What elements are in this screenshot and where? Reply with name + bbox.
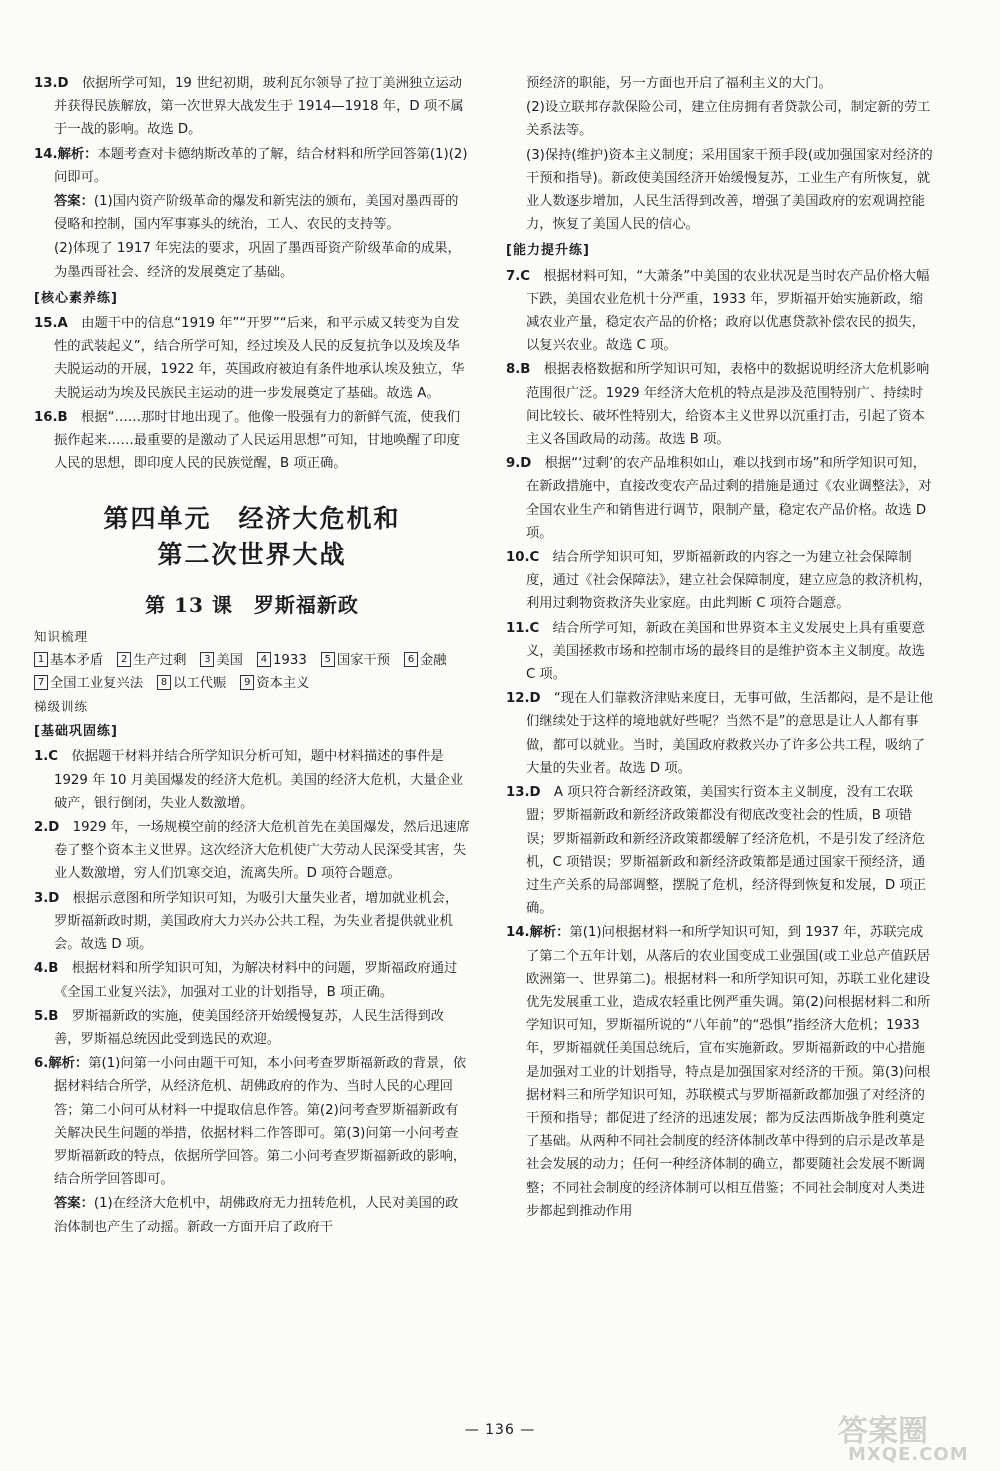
- basic-5: 5.B 罗斯福新政的实施，使美国经济开始缓慢复苏，人民生活得到改善，罗斯福总统因此受到选民的欢迎。: [34, 1008, 445, 1047]
- watermark-logo: [822, 1404, 992, 1464]
- answer-16: 16.B 根据“……那时甘地出现了。他像一股强有力的新鲜气流，使我们振作起来……最重要的是激动了人民运用思想”可知，甘地唤醒了印度人民的思想，即印度人民的民族觉醒，B 项正确。: [34, 409, 461, 472]
- ability-11: 11.C 结合所学可知，新政在美国和世界资本主义发展史上具有重要意义，美国拯救市场和控制市场的最终目的是维护资本主义制度。故选 C 项。: [506, 620, 925, 683]
- basic-6: 6.解析：第(1)问第一小问由题干可知，本小问考查罗斯福新政的背景，依据材料结合所学，从经济危机、胡佛政府的作为、当时人民的心理回答；第二小问可从材料一中提取信息作答。第(2)问考查罗斯福新政有关解决民生问题的举措，依据材料二作答即可。第(3)问第一小问考查罗斯福新政的特点，依据所学回答。第二小问考查罗斯福新政的影响，结合所学回答即可。: [34, 1056, 467, 1188]
- knowledge-item-text: 金融: [420, 652, 447, 668]
- answer-14-a2: (2)体现了 1917 年宪法的要求，巩固了墨西哥资产阶级革命的成果，为墨西哥社会、经济的发展奠定了基础。: [54, 241, 461, 280]
- knowledge-item-number: 3: [200, 652, 214, 667]
- ability-13: 13.D A 项只符合新经济政策，美国实行资本主义制度，没有工农联盟；罗斯福新政和新经济政策都没有彻底改变社会的性质，B 项错误；罗斯福新政和新经济政策都缓解了经济危机，不是引发了经济危机，C 项错误；罗斯福新政和新经济政策都是通过国家干预经济，通过生产关系的局部调整，摆脱了危机，经济得到恢复和发展，D 项正确。: [506, 785, 927, 917]
- knowledge-item-number: 1: [34, 652, 48, 667]
- basic-6-a3: (3)保持(维护)资本主义制度；采用国家干预手段(或加强国家对经济的干预和指导)。新政使美国经济开始缓慢复苏，工业生产有所恢复，就业人数逐步增加，人民生活得到改善，增强了美国政府的宏观调控能力，恢复了美国人民的信心。: [526, 147, 933, 233]
- knowledge-list: [34, 649, 470, 695]
- ability-14: 14.解析：第(1)问根据材料一和所学知识可知，到 1937 年，苏联完成了第二个五年计划，从落后的农业国变成工业强国(或工业总产值跃居欧洲第一、世界第二)。根据材料一和所学知识可知，苏联工业化建设优先发展重工业，造成农轻重比例严重失调。第(2)问根据材料二和所学知识可知，罗斯福所说的“八年前”的“恐惧”指经济大危机；1933 年，罗斯福就任美国总统后，宣布实施新政。罗斯福新政的中心措施是加强对工业的计划指导，特点是加强国家对经济的干预。第(3)问根据材料三和所学知识可知，苏联模式与罗斯福新政都加强了对经济的干预和指导；都促进了经济的迅速发展；都为反法西斯战争胜利奠定了基础。从两种不同社会制度的经济体制改革中得到的启示是改革是社会发展的动力；任何一种经济体制的确立，都要随社会发展不断调整；不同社会制度的经济体制可以相互借鉴；不同社会制度对人类进步都起到推动作用: [506, 925, 931, 1219]
- knowledge-item-text: 美国: [216, 652, 243, 668]
- page-number: — 136 —: [464, 1422, 536, 1438]
- knowledge-item-text: 全国工业复兴法: [50, 675, 144, 691]
- basic-3: 3.D 根据示意图和所学知识可知，为吸引大量失业者，增加就业机会，罗斯福新政时期，美国政府大力兴办公共工程，为失业者提供就业机会。故选 D 项。: [34, 890, 459, 953]
- knowledge-item-number: 4: [257, 652, 271, 667]
- ability-8: 8.B 根据表格数据和所学知识可知，表格中的数据说明经济大危机影响范围很广泛。1929 年经济大危机的特点是涉及范围特别广、持续时间比较长、破坏性特别大，给资本主义世界以沉重打击，引起了资本主义各国政局的动荡。故选 B 项。: [506, 362, 930, 448]
- knowledge-item-text: 基本矛盾: [50, 652, 104, 668]
- basic-2: 2.D 1929 年，一场规模空前的经济大危机首先在美国爆发，然后迅速席卷了整个资本主义世界。这次经济大危机使广大劳动人民深受其害，失业人数激增，穷人们饥寒交迫，流离失所。D 项符合题意。: [34, 820, 470, 882]
- answer-14-a1: 答案：(1)国内资产阶级革命的爆发和新宪法的颁布，美国对墨西哥的侵略和控制，国内军事寡头的统治，工人、农民的支持等。: [54, 194, 459, 233]
- answer-13: 13.D 依据所学可知，19 世纪初期，玻利瓦尔领导了拉丁美洲独立运动并获得民族解放，第一次世界大战发生于 1914—1918 年，D 项不属于一战的影响。故选 D。: [34, 76, 464, 138]
- ability-10: 10.C 结合所学知识可知，罗斯福新政的内容之一为建立社会保障制度，通过《社会保障法》，建立社会保障制度，建立应急的救济机构，利用过剩物资救济失业家庭。由此判断 C 项符合题意。: [506, 550, 932, 612]
- section-basic: [基础巩固练]: [34, 724, 118, 740]
- unit-title: 第四单元 经济大危机和 第二次世界大战: [103, 504, 401, 570]
- knowledge-item: [34, 672, 143, 695]
- ladder-label: 梯级训练: [34, 699, 89, 715]
- knowledge-item-text: 资本主义: [256, 675, 310, 691]
- knowledge-item-text: 生产过剩: [133, 652, 187, 668]
- right-column: [506, 72, 936, 1224]
- knowledge-item-number: 5: [321, 652, 335, 667]
- section-ability: [能力提升练]: [506, 243, 590, 259]
- knowledge-item-number: 7: [34, 675, 48, 690]
- knowledge-item-number: 8: [157, 675, 171, 690]
- watermark-url: MXQE.COM: [848, 1444, 969, 1465]
- knowledge-item: [240, 672, 309, 695]
- basic-6-a2: (2)设立联邦存款保险公司，建立住房拥有者贷款公司，制定新的劳工关系法等。: [526, 100, 931, 139]
- section-core: [核心素养练]: [34, 290, 118, 306]
- knowledge-item: [321, 649, 390, 672]
- knowledge-item-number: 2: [117, 652, 131, 667]
- knowledge-item-number: 6: [404, 652, 418, 667]
- watermark-text: 答案圈: [838, 1414, 928, 1449]
- knowledge-item: [117, 649, 186, 672]
- basic-4: 4.B 根据材料和所学知识可知，为解决材料中的问题，罗斯福政府通过《全国工业复兴法》，加强对工业的计划指导，B 项正确。: [34, 961, 458, 1000]
- knowledge-item-text: 国家干预: [336, 652, 390, 668]
- left-column: [34, 72, 470, 1240]
- knowledge-item: [34, 649, 103, 672]
- knowledge-item: [257, 649, 307, 672]
- knowledge-item-number: 9: [240, 675, 254, 690]
- ability-7: 7.C 根据材料可知，“大萧条”中美国的农业状况是当时农产品价格大幅下跌，美国农业危机十分严重，1933 年，罗斯福开始实施新政，缩减农业产量，稳定农产品的价格；政府以优惠贷款补偿农民的损失，以复兴农业。故选 C 项。: [506, 268, 930, 354]
- knowledge-item-text: 以工代赈: [173, 675, 227, 691]
- lesson-title: 第 13 课 罗斯福新政: [145, 593, 359, 618]
- knowledge-item: [404, 649, 447, 672]
- ability-12: 12.D “现在人们靠救济津贴来度日，无事可做，生活都闷，是不是让他们继续处于这样的境地就好些呢？当然不是”的意思是让人人都有事做，都可以就业。当时，美国政府救救兴办了许多公共工程，吸纳了大量的失业者。故选 D 项。: [506, 691, 934, 776]
- answer-15: 15.A 由题干中的信息“1919 年”“开罗”“后来，和平示威又转变为自发性的武装起义”，结合所学可知，经过埃及人民的反复抗争以及埃及华夫脱运动的开展，1922 年，英国政府被迫有条件地承认埃及独立，华夫脱运动为埃及民族民主运动的进一步发展奠定了基础。故选 A。: [34, 316, 465, 401]
- knowledge-label: 知识梳理: [34, 629, 89, 645]
- ability-9: 9.D 根据“‘过剩’的农产品堆积如山，难以找到市场”和所学知识可知，在新政措施中，直接改变农产品过剩的措施是通过《农业调整法》，对全国农业生产和销售进行调节，限制产量，稳定农产品价格。故选 D 项。: [506, 456, 932, 541]
- knowledge-item-text: 1933: [272, 652, 307, 668]
- knowledge-item: [200, 649, 243, 672]
- basic-6-cont: 预经济的职能，另一方面也开启了福利主义的大门。: [526, 76, 832, 91]
- knowledge-item: [157, 672, 226, 695]
- basic-1: 1.C 依据题干材料并结合所学知识分析可知，题中材料描述的事件是 1929 年 10 月美国爆发的经济大危机。美国的经济大危机，大量企业破产，银行倒闭，失业人数激增。: [34, 749, 464, 811]
- basic-6-a1: 答案：(1)在经济大危机中，胡佛政府无力扭转危机，人民对美国的政治体制也产生了动摇。新政一方面开启了政府干: [54, 1196, 459, 1235]
- answer-14: 14.解析：本题考查对卡德纳斯改革的了解，结合材料和所学回答第(1)(2)问即可。: [34, 146, 468, 185]
